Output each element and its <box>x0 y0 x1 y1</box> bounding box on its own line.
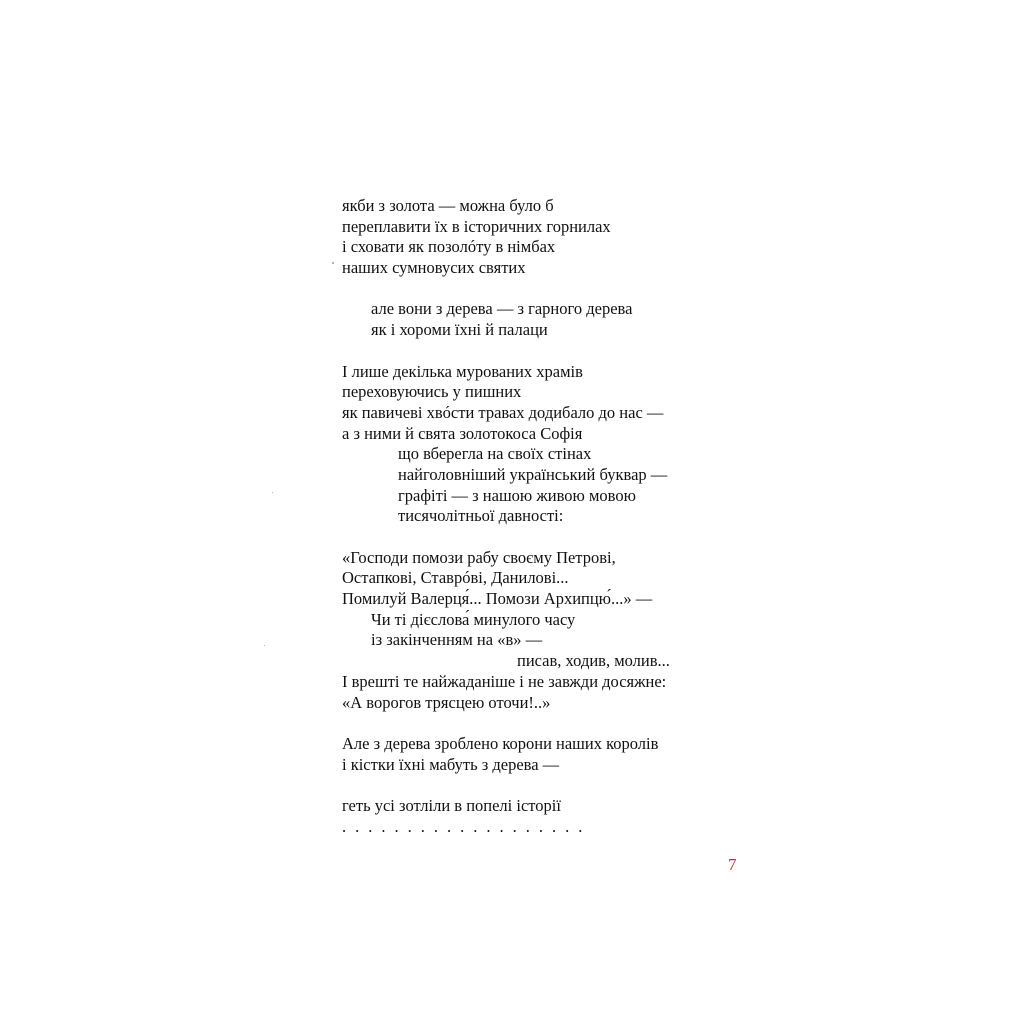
poem-line: але вони з дерева — з гарного дерева <box>371 299 633 319</box>
poem-line: геть усі зотліли в попелі історії <box>342 795 561 815</box>
print-speck <box>264 645 265 646</box>
poem-line: переховуючись у пишних <box>342 382 522 402</box>
stanza-gap <box>342 279 670 300</box>
poem-line: Але з дерева зроблено корони наших королів <box>342 733 659 753</box>
poem-line: писав, ходив, молив... <box>517 651 670 671</box>
poem-line: а з ними й свята золотокоса Софія <box>342 423 583 443</box>
poem-line: що вберегла на своїх стінах <box>398 444 592 464</box>
poem-line: переплавити їх в історичних горнилах <box>342 216 611 236</box>
poem-line: як павичеві хвóсти травах додибало до нас — <box>342 402 664 422</box>
poem-line: якби з золота — можна було б <box>342 196 554 215</box>
poem-line: «А ворогов трясцею оточи!..» <box>342 692 551 712</box>
print-speck <box>332 262 334 264</box>
poem-line: Чи ті дієслова́ минулого часу <box>371 609 576 629</box>
ellipsis-line: ................... <box>342 816 592 836</box>
poem-line: Помилуй Валерця́... Помози Архипцю́...» — <box>342 589 653 609</box>
poem-line: «Господи помози рабу своєму Петрові, <box>342 547 616 567</box>
print-speck <box>272 492 273 493</box>
poem-line: І врешті те найжаданіше і не завжди досяжне: <box>342 671 667 691</box>
poem-line: І лише декілька мурованих храмів <box>342 361 583 381</box>
stanza-gap <box>342 775 670 796</box>
stanza-gap <box>342 713 670 734</box>
poem-line: із закінченням на «в» — <box>371 630 543 650</box>
poem-line: графіті — з нашою живою мовою <box>398 485 636 505</box>
poem-text <box>342 196 670 837</box>
poem-line: і сховати як позолóту в німбах <box>342 237 556 257</box>
poem-line: і кістки їхні мабуть з дерева — <box>342 754 560 774</box>
page-number: 7 <box>728 855 737 874</box>
poem-line: тисячолітньої давності: <box>398 506 564 526</box>
stanza-gap <box>342 527 670 548</box>
poem-line: найголовніший український буквар — <box>398 464 668 484</box>
poem-line: наших сумновусих святих <box>342 258 526 278</box>
stanza-gap <box>342 341 670 362</box>
poem-line: Остапкові, Ставрóві, Даниловi... <box>342 568 569 588</box>
poem-line: як і хороми їхні й палаци <box>371 320 548 340</box>
